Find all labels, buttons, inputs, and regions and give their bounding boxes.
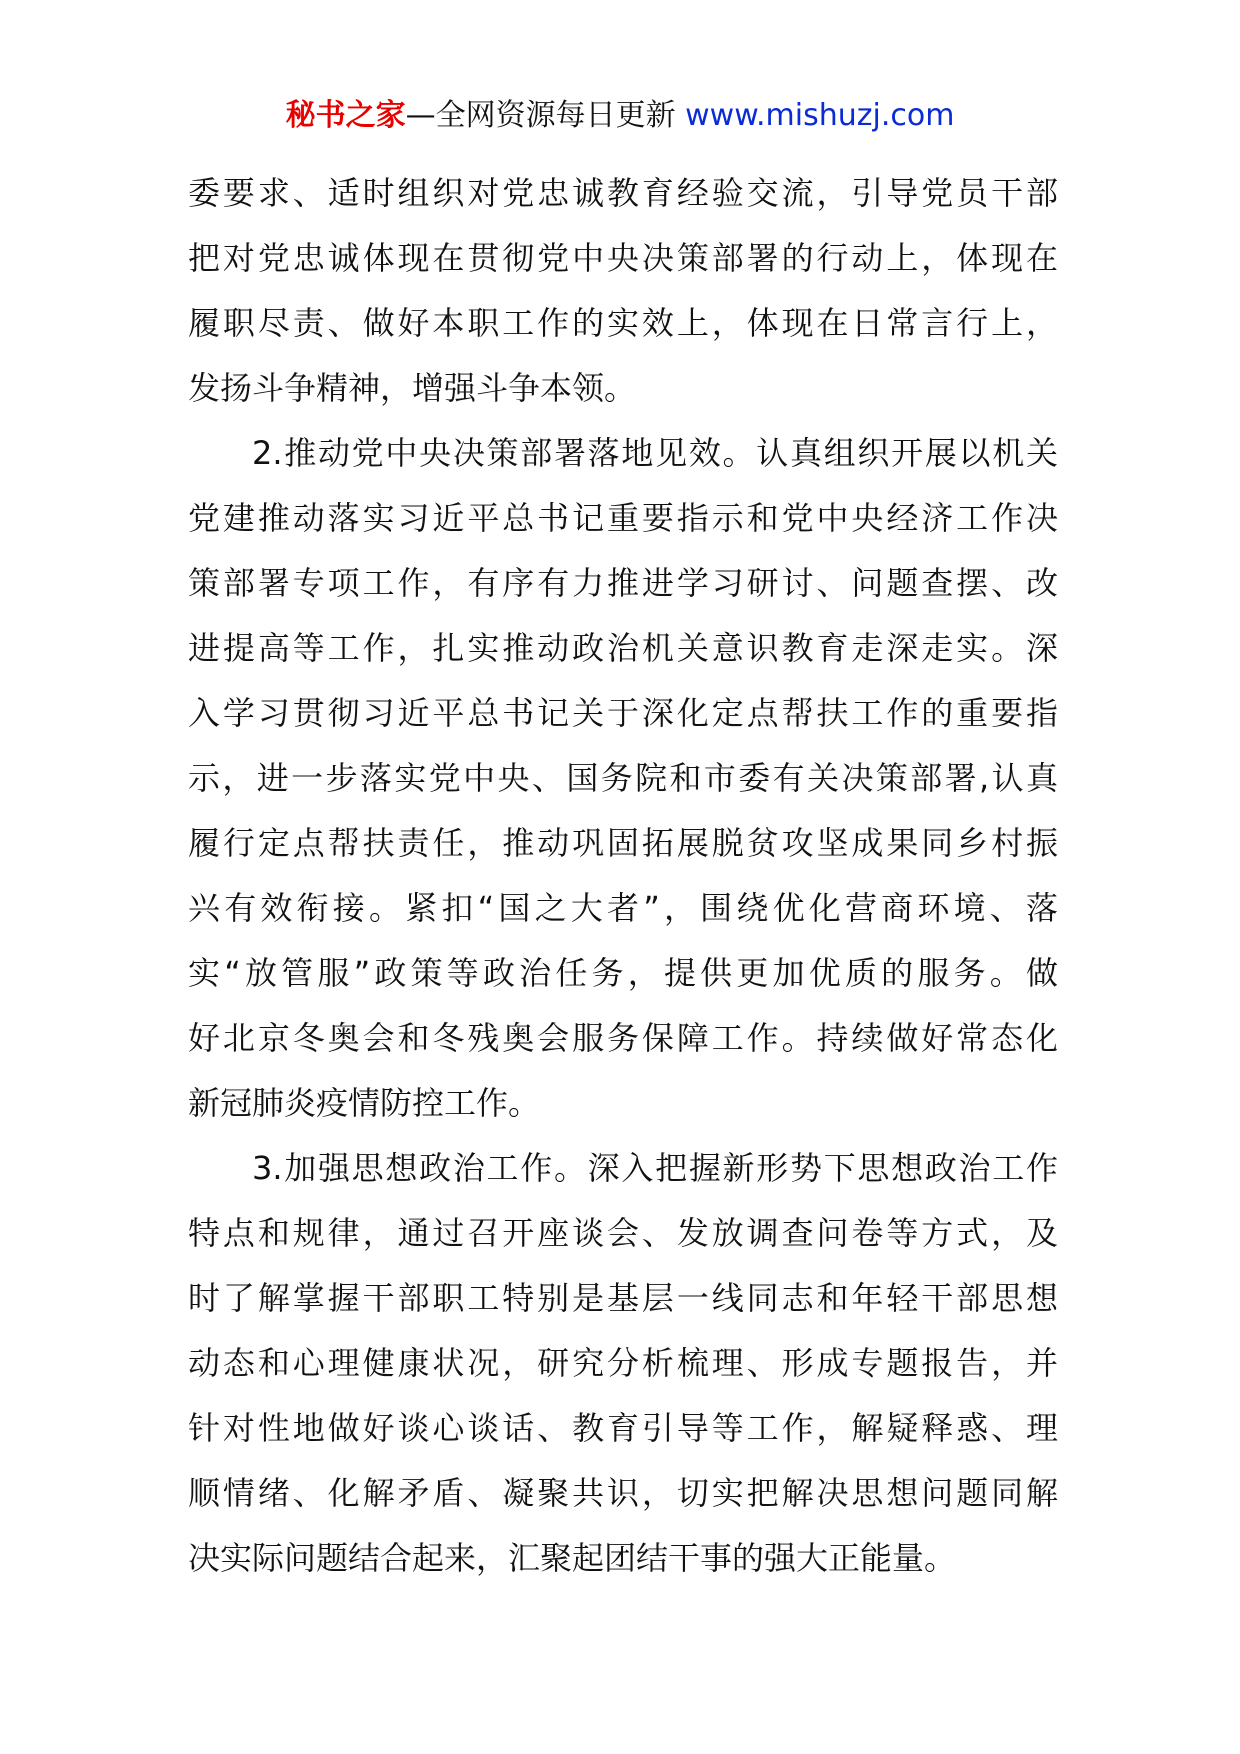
- text-line: 时了解掌握干部职工特别是基层一线同志和年轻干部思想: [188, 1279, 1058, 1317]
- text-line: 示，进一步落实党中央、国务院和市委有关决策部署,认真: [188, 759, 1058, 797]
- text-line: 党建推动落实习近平总书记重要指示和党中央经济工作决: [188, 499, 1058, 537]
- page-header: [0, 96, 1240, 136]
- text-line: 发扬斗争精神，增强斗争本领。: [188, 369, 637, 407]
- text-line: 入学习贯彻习近平总书记关于深化定点帮扶工作的重要指: [188, 694, 1058, 732]
- text-line: 新冠肺炎疫情防控工作。: [188, 1084, 541, 1122]
- brand-name: 秘书之家: [285, 98, 406, 133]
- text-line: 顺情绪、化解矛盾、凝聚共识，切实把解决思想问题同解: [188, 1474, 1058, 1512]
- text-line: 兴有效衔接。紧扣“国之大者”，围绕优化营商环境、落: [188, 889, 1058, 927]
- text-line: 实“放管服”政策等政治任务，提供更加优质的服务。做: [188, 954, 1058, 992]
- document-body: [188, 161, 1058, 1591]
- text-line: 把对党忠诚体现在贯彻党中央决策部署的行动上，体现在: [188, 239, 1058, 277]
- text-line: 针对性地做好谈心谈话、教育引导等工作，解疑释惑、理: [188, 1409, 1058, 1447]
- text-line: 履行定点帮扶责任，推动巩固拓展脱贫攻坚成果同乡村振: [188, 824, 1058, 862]
- site-url-link[interactable]: www.mishuzj.com: [685, 98, 955, 133]
- text-line: 决实际问题结合起来，汇聚起团结干事的强大正能量。: [188, 1539, 957, 1577]
- text-line: 委要求、适时组织对党忠诚教育经验交流，引导党员干部: [188, 174, 1058, 212]
- text-line: 策部署专项工作，有序有力推进学习研讨、问题查摆、改: [188, 564, 1058, 602]
- text-line: 进提高等工作，扎实推动政治机关意识教育走深走实。深: [188, 629, 1058, 667]
- text-line: 特点和规律，通过召开座谈会、发放调查问卷等方式，及: [188, 1214, 1058, 1252]
- text-line: 好北京冬奥会和冬残奥会服务保障工作。持续做好常态化: [188, 1019, 1058, 1057]
- header-tagline: —全网资源每日更新: [405, 98, 686, 133]
- section-heading-line: 3.加强思想政治工作。深入把握新形势下思想政治工作: [252, 1149, 1058, 1187]
- section-heading-line: 2.推动党中央决策部署落地见效。认真组织开展以机关: [252, 434, 1058, 472]
- text-line: 履职尽责、做好本职工作的实效上，体现在日常言行上，: [188, 304, 1058, 342]
- text-line: 动态和心理健康状况，研究分析梳理、形成专题报告，并: [188, 1344, 1058, 1382]
